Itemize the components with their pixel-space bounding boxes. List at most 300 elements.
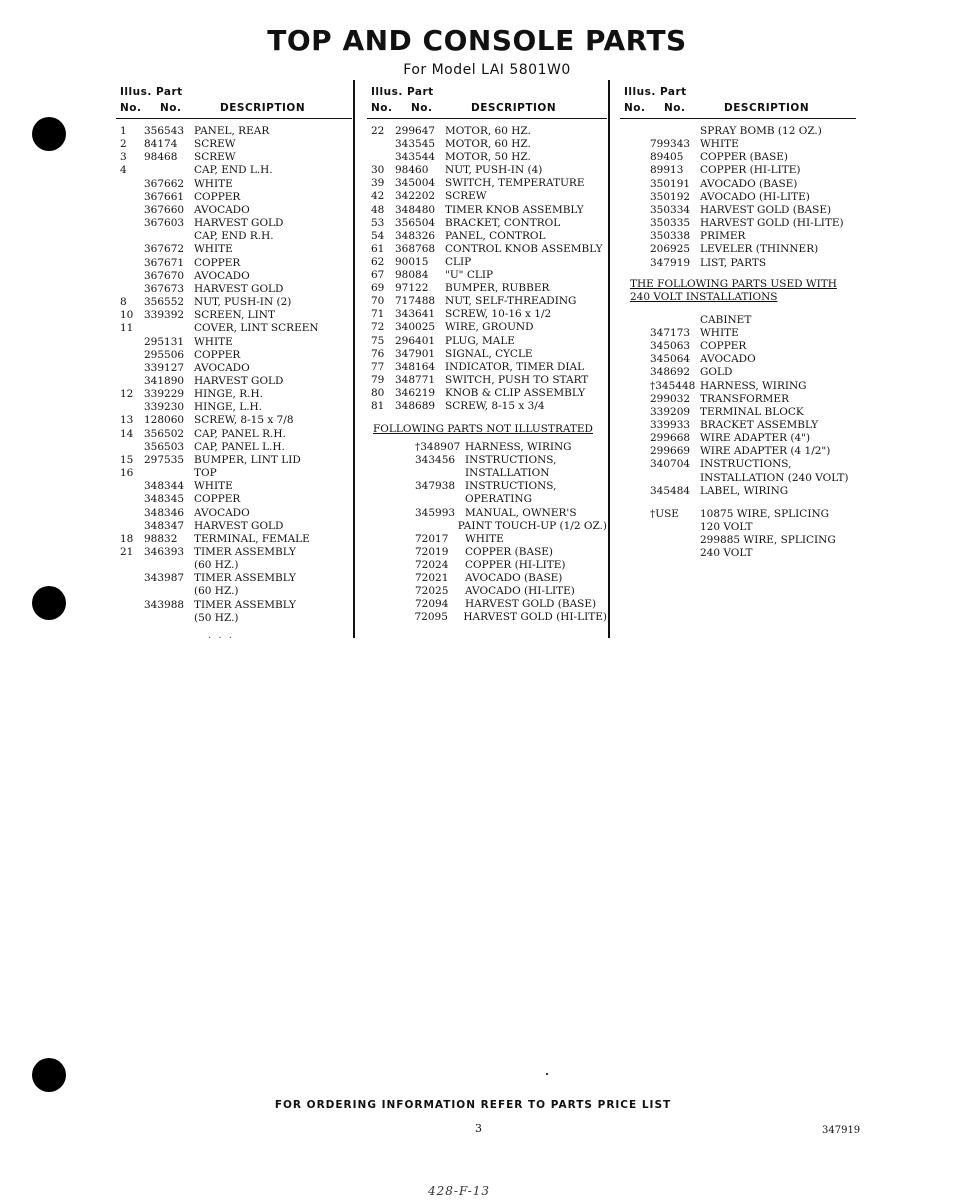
part-number: 350338 — [650, 230, 691, 243]
illus-number: 14 — [120, 427, 134, 440]
part-number — [144, 164, 194, 177]
table-row — [116, 454, 352, 467]
part-number: 717488 — [395, 295, 436, 308]
illus-number — [620, 138, 650, 151]
table-row — [387, 520, 607, 533]
table-row — [367, 295, 607, 308]
illus-number — [620, 204, 650, 217]
part-description: PANEL, REAR — [194, 125, 270, 137]
table-row — [116, 572, 352, 585]
part-number: 345004 — [395, 177, 436, 190]
part-description: 120 VOLT — [700, 521, 753, 534]
part-description: HARVEST GOLD — [194, 374, 284, 387]
illus-number — [116, 217, 144, 230]
part-description: BUMPER, RUBBER — [445, 282, 550, 295]
table-row — [367, 243, 607, 256]
illus-number: 69 — [371, 282, 385, 295]
header-part-no: No. — [160, 102, 182, 114]
illus-number — [620, 230, 650, 243]
illus-number — [620, 164, 650, 177]
part-description: COPPER (BASE) — [465, 545, 554, 558]
parts-list — [367, 125, 607, 413]
part-number — [415, 467, 465, 480]
table-row — [620, 406, 856, 419]
part-number: 348164 — [395, 360, 436, 373]
illus-number: 16 — [120, 467, 134, 480]
illus-number — [620, 534, 650, 547]
illus-number — [116, 349, 144, 362]
table-row — [116, 164, 352, 177]
part-number: 97122 — [395, 282, 429, 295]
part-number: 346393 — [144, 546, 185, 558]
illus-number — [620, 419, 650, 432]
header-illus-no: No. — [371, 102, 393, 114]
part-description: AVOCADO — [194, 269, 250, 282]
part-number: 339229 — [144, 388, 185, 401]
part-description: COPPER — [194, 190, 241, 203]
part-number: †USE — [650, 507, 679, 520]
illus-number — [387, 598, 415, 611]
table-row — [116, 283, 352, 296]
part-number: 345063 — [650, 340, 691, 353]
table-row — [387, 441, 607, 454]
illus-number — [620, 217, 650, 230]
table-row — [116, 125, 352, 138]
table-row — [620, 243, 856, 256]
illus-number — [620, 327, 650, 340]
illus-number — [387, 546, 415, 559]
parts-list — [116, 125, 352, 625]
spacer — [620, 498, 856, 508]
illus-number — [387, 480, 415, 493]
handwritten-note: 428-F-13 — [428, 1184, 491, 1198]
part-description: CAP, END R.H. — [194, 230, 274, 243]
part-description: WIRE, GROUND — [445, 321, 534, 334]
part-number — [144, 230, 194, 243]
table-row — [387, 598, 607, 611]
table-row — [367, 204, 607, 217]
part-number: 367660 — [144, 203, 185, 216]
part-description: TIMER ASSEMBLY — [194, 546, 296, 558]
part-number: †345448 — [650, 379, 696, 392]
illus-number: 2 — [120, 138, 127, 151]
part-description: WHITE — [700, 326, 739, 339]
illus-number — [116, 362, 144, 375]
part-number: 339392 — [144, 309, 185, 322]
header-part-no: No. — [664, 102, 686, 114]
illus-number — [620, 353, 650, 366]
part-number: 343641 — [395, 308, 436, 321]
header-description: DESCRIPTION — [724, 102, 810, 114]
part-number: 339230 — [144, 401, 185, 414]
table-row — [116, 296, 352, 309]
illus-number — [620, 366, 650, 379]
part-description: MOTOR, 60 HZ. — [445, 138, 531, 151]
part-number: 348326 — [395, 229, 436, 242]
part-description: HINGE, R.H. — [194, 388, 263, 401]
part-description: LEVELER (THINNER) — [700, 243, 819, 256]
table-row — [116, 178, 352, 191]
part-number: 356502 — [144, 427, 185, 440]
part-number: 340704 — [650, 458, 691, 471]
illus-number: 4 — [120, 164, 127, 177]
table-row — [116, 349, 352, 362]
part-number — [415, 493, 465, 506]
illus-number — [116, 178, 144, 191]
table-row — [367, 335, 607, 348]
part-number: 356543 — [144, 125, 185, 137]
part-number: 347919 — [650, 256, 691, 269]
part-description: HARVEST GOLD — [194, 519, 284, 532]
part-description: SPRAY BOMB (12 OZ.) — [700, 125, 822, 137]
illus-number — [620, 432, 650, 445]
illus-number — [116, 336, 144, 349]
table-row — [620, 419, 856, 432]
table-row — [620, 534, 856, 547]
part-number: 342202 — [395, 190, 436, 203]
part-number: 295506 — [144, 348, 185, 361]
part-number: 84174 — [144, 138, 178, 151]
part-number: 297535 — [144, 453, 185, 466]
part-number: 356503 — [144, 440, 185, 453]
illus-number — [620, 243, 650, 256]
part-number: 347901 — [395, 347, 436, 360]
speck-mark — [546, 1073, 548, 1075]
parts-column-3 — [620, 84, 856, 561]
table-row — [620, 125, 856, 138]
table-row — [116, 441, 352, 454]
part-number: 367670 — [144, 269, 185, 282]
illus-number — [620, 521, 650, 534]
part-number: 367662 — [144, 177, 185, 190]
illus-number: 42 — [371, 190, 385, 203]
column-divider-2 — [608, 80, 610, 638]
table-row — [116, 388, 352, 401]
header-illus-part: Illus. Part — [624, 86, 687, 98]
table-row — [116, 191, 352, 204]
part-number: 295131 — [144, 335, 185, 348]
illus-number — [116, 572, 144, 585]
table-row — [367, 138, 607, 151]
table-row — [620, 393, 856, 406]
table-row — [116, 493, 352, 506]
trailing-marks: . . . — [208, 630, 234, 641]
part-description: CAP, PANEL L.H. — [194, 440, 285, 453]
volt-heading-line-2: 240 VOLT INSTALLATIONS — [630, 290, 778, 303]
part-number: 348347 — [144, 519, 185, 532]
table-row — [367, 269, 607, 282]
part-number: 350334 — [650, 203, 691, 216]
illus-number: 72 — [371, 321, 385, 334]
page-number: 3 — [475, 1122, 482, 1135]
part-number — [650, 125, 700, 138]
part-description: CAP, PANEL R.H. — [194, 427, 286, 440]
column-header — [620, 84, 856, 119]
table-row — [620, 353, 856, 366]
table-row — [387, 467, 607, 480]
header-part-no: No. — [411, 102, 433, 114]
part-description: BRACKET ASSEMBLY — [700, 418, 819, 431]
part-number: 98468 — [144, 151, 178, 164]
table-row — [620, 217, 856, 230]
part-description: AVOCADO (BASE) — [465, 572, 563, 584]
illus-number — [620, 406, 650, 419]
part-description: COPPER (HI-LITE) — [465, 558, 566, 571]
part-description: INSTRUCTIONS, — [700, 458, 792, 471]
table-row — [116, 480, 352, 493]
table-row — [620, 521, 856, 534]
table-row — [620, 472, 856, 485]
illus-number — [116, 559, 144, 572]
illus-number — [620, 472, 650, 485]
illus-number: 39 — [371, 177, 385, 190]
table-row — [116, 507, 352, 520]
column-header — [367, 84, 607, 119]
illus-number — [387, 533, 415, 546]
illus-number: 21 — [120, 546, 134, 558]
illus-number — [116, 243, 144, 256]
illus-number — [387, 454, 415, 467]
part-description: (60 HZ.) — [194, 559, 239, 572]
column-header — [116, 84, 352, 119]
illus-number: 76 — [371, 347, 385, 360]
part-number: 348346 — [144, 506, 185, 519]
table-row — [116, 585, 352, 598]
table-row — [620, 191, 856, 204]
table-row — [620, 432, 856, 445]
part-number: 72017 — [415, 532, 449, 545]
illus-number — [116, 401, 144, 414]
part-number — [650, 534, 700, 547]
illus-number — [116, 191, 144, 204]
table-row — [116, 217, 352, 230]
part-description: SCREEN, LINT — [194, 309, 275, 322]
part-number: 348771 — [395, 373, 436, 386]
table-row — [620, 204, 856, 217]
illus-number — [116, 270, 144, 283]
table-row — [367, 256, 607, 269]
illus-number: 54 — [371, 229, 385, 242]
part-description: TOP — [194, 467, 217, 480]
part-number: 89405 — [650, 151, 684, 164]
part-number: 90015 — [395, 255, 429, 268]
illus-number — [387, 572, 415, 585]
table-row — [367, 190, 607, 203]
illus-number — [116, 493, 144, 506]
illus-number: 10 — [120, 309, 134, 322]
illus-number — [116, 375, 144, 388]
illus-number — [620, 547, 650, 560]
part-description: COPPER — [194, 256, 241, 269]
table-row — [387, 611, 607, 624]
table-row — [387, 546, 607, 559]
table-row — [367, 308, 607, 321]
table-row — [387, 533, 607, 546]
illus-number: 81 — [371, 399, 385, 412]
part-number: 799343 — [650, 138, 691, 151]
illus-number: 77 — [371, 360, 385, 373]
illus-number: 79 — [371, 373, 385, 386]
part-number — [144, 559, 194, 572]
table-row — [367, 151, 607, 164]
part-description: NUT, SELF-THREADING — [445, 295, 577, 308]
illus-number — [116, 520, 144, 533]
part-description: NUT, PUSH-IN (2) — [194, 296, 292, 309]
part-description: AVOCADO (BASE) — [700, 177, 798, 190]
table-row — [367, 361, 607, 374]
illus-number — [620, 393, 650, 406]
part-description: HARVEST GOLD (HI-LITE) — [463, 611, 607, 624]
illus-number: 70 — [371, 295, 385, 308]
illus-number: 18 — [120, 532, 134, 545]
illus-number: 13 — [120, 414, 134, 427]
table-row — [620, 138, 856, 151]
binder-hole-top — [32, 117, 66, 151]
part-description: BUMPER, LINT LID — [194, 453, 301, 466]
illus-number — [387, 507, 415, 520]
illus-number — [116, 599, 144, 612]
part-description: 10875 WIRE, SPLICING — [700, 507, 830, 520]
binder-hole-middle — [32, 586, 66, 620]
part-description: 299885 WIRE, SPLICING — [700, 534, 836, 547]
illus-number — [620, 380, 650, 393]
part-description: GOLD — [700, 366, 733, 379]
part-number: 345993 — [415, 506, 456, 519]
part-description: COPPER (HI-LITE) — [700, 164, 801, 177]
part-number: 299647 — [395, 125, 436, 137]
part-number: 343544 — [395, 151, 436, 164]
part-number: 98084 — [395, 269, 429, 282]
part-number: 346219 — [395, 386, 436, 399]
illus-number: 48 — [371, 203, 385, 216]
illus-number: 80 — [371, 386, 385, 399]
document-number: 347919 — [822, 1125, 861, 1136]
part-number — [650, 521, 700, 534]
part-description: SCREW, 10-16 x 1/2 — [445, 308, 552, 321]
illus-number: 22 — [371, 125, 385, 137]
volt-heading — [630, 278, 856, 304]
part-description: SWITCH, PUSH TO START — [445, 373, 589, 386]
part-number: 296401 — [395, 334, 436, 347]
part-description: WHITE — [194, 480, 233, 493]
part-number: 367661 — [144, 190, 185, 203]
part-number: 345064 — [650, 353, 691, 366]
table-row — [367, 164, 607, 177]
parts-column-1 — [116, 84, 352, 625]
table-row — [116, 401, 352, 414]
part-description: WHITE — [194, 177, 233, 190]
illus-number — [116, 507, 144, 520]
part-number: 368768 — [395, 242, 436, 255]
part-number: 128060 — [144, 414, 185, 427]
part-description: AVOCADO — [700, 353, 756, 366]
part-description: SCREW — [194, 151, 236, 164]
illus-number — [620, 485, 650, 498]
part-number: 348345 — [144, 493, 185, 506]
table-row — [620, 257, 856, 270]
ordering-footer: FOR ORDERING INFORMATION REFER TO PARTS PRICE LIST — [274, 1099, 672, 1111]
part-number: 98832 — [144, 532, 178, 545]
part-number: 299668 — [650, 432, 691, 445]
table-row — [387, 559, 607, 572]
header-illus-no: No. — [120, 102, 142, 114]
illus-number — [367, 138, 395, 151]
part-number: 348344 — [144, 480, 185, 493]
illus-number: 53 — [371, 216, 385, 229]
part-description: CABINET — [700, 313, 752, 326]
illus-number: 12 — [120, 388, 134, 401]
illus-number — [387, 520, 413, 533]
part-description: INDICATOR, TIMER DIAL — [445, 360, 585, 373]
part-description: AVOCADO (HI-LITE) — [700, 190, 810, 203]
part-number: 350335 — [650, 217, 691, 230]
illus-number — [620, 508, 650, 521]
table-row — [387, 572, 607, 585]
table-row — [116, 243, 352, 256]
part-description: AVOCADO (HI-LITE) — [465, 585, 575, 598]
part-number: 350192 — [650, 190, 691, 203]
table-row — [367, 217, 607, 230]
part-description: TIMER ASSEMBLY — [194, 572, 296, 585]
table-row — [116, 270, 352, 283]
table-row — [116, 204, 352, 217]
part-description: COPPER — [194, 493, 241, 506]
part-number: 72025 — [415, 585, 449, 598]
header-description: DESCRIPTION — [471, 102, 557, 114]
part-number — [650, 472, 700, 485]
table-row — [367, 230, 607, 243]
part-description: COPPER — [700, 340, 747, 353]
part-description: WIRE ADAPTER (4") — [700, 432, 811, 445]
part-number: 367673 — [144, 282, 185, 295]
column-divider-1 — [353, 80, 355, 638]
part-description: AVOCADO — [194, 361, 250, 374]
part-description: PRIMER — [700, 230, 746, 243]
part-description: SIGNAL, CYCLE — [445, 347, 533, 360]
part-description: COVER, LINT SCREEN — [194, 322, 319, 335]
illus-number — [387, 493, 415, 506]
part-description: SCREW — [445, 190, 487, 203]
part-description: TIMER ASSEMBLY — [194, 598, 296, 611]
illus-number — [387, 559, 415, 572]
table-row — [387, 480, 607, 493]
part-description: WHITE — [194, 243, 233, 256]
table-row — [116, 612, 352, 625]
part-number: 343988 — [144, 598, 185, 611]
table-row — [116, 414, 352, 427]
part-description: MOTOR, 50 HZ. — [445, 151, 531, 164]
part-description: COPPER (BASE) — [700, 151, 789, 164]
part-description: CAP, END L.H. — [194, 164, 273, 177]
table-row — [367, 400, 607, 413]
part-number: 343987 — [144, 572, 185, 585]
part-number: 356552 — [144, 296, 185, 309]
illus-number: 30 — [371, 164, 385, 177]
part-number: 339933 — [650, 418, 691, 431]
table-row — [116, 520, 352, 533]
table-row — [620, 366, 856, 379]
part-number: 343545 — [395, 138, 436, 151]
header-description: DESCRIPTION — [220, 102, 306, 114]
illus-number: 61 — [371, 242, 385, 255]
illus-number — [116, 480, 144, 493]
illus-number: 67 — [371, 269, 385, 282]
part-description: OPERATING — [465, 493, 532, 506]
part-description: HARVEST GOLD — [194, 217, 284, 230]
part-number — [144, 612, 194, 625]
part-number: 340025 — [395, 321, 436, 334]
part-number: 350191 — [650, 177, 691, 190]
